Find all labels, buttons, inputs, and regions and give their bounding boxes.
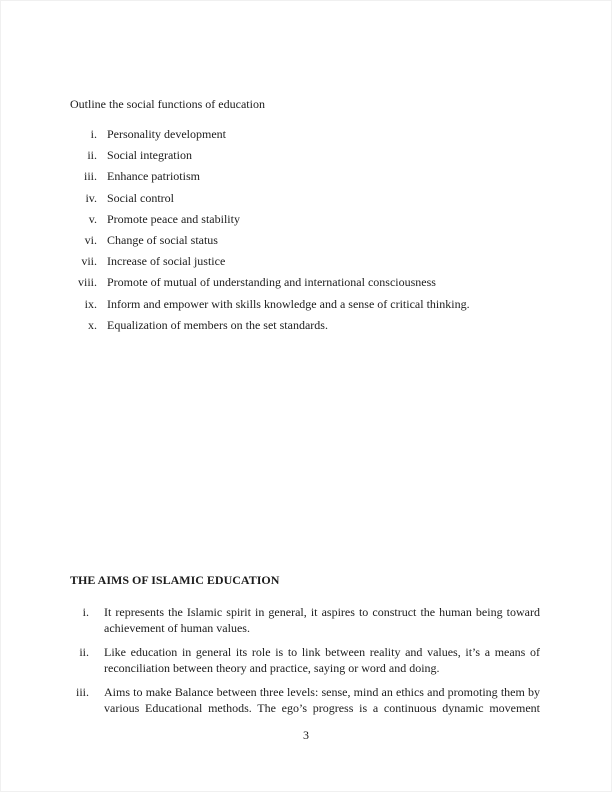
paragraph-line: Aims to make Balance between three levels: sense, mind an ethics and promoting them by xyxy=(104,685,540,699)
list-item-text: Personality development xyxy=(107,127,226,141)
social-functions-list xyxy=(70,127,540,333)
list-marker: v. xyxy=(88,211,97,226)
paragraph-line: reconciliation between theory and practice, saying or word and doing. xyxy=(104,660,440,675)
list-item-text: Promote peace and stability xyxy=(107,211,240,226)
list-marker: iii. xyxy=(75,685,89,699)
list-item xyxy=(70,645,540,676)
list-marker: ix. xyxy=(84,296,97,311)
list-item xyxy=(70,233,540,248)
list-item-paragraph xyxy=(104,685,540,716)
list-item xyxy=(70,127,540,142)
list-item-text: Promote of mutual of understanding and international consciousness xyxy=(107,275,436,290)
list-marker: i. xyxy=(90,127,97,141)
list-item xyxy=(70,212,540,227)
paragraph-line: achievement of human values. xyxy=(104,620,250,635)
list-marker: iv. xyxy=(85,190,97,205)
list-item-text: Inform and empower with skills knowledge and a sense of critical thinking. xyxy=(107,296,470,311)
list-item xyxy=(70,318,540,333)
list-item xyxy=(70,169,540,184)
list-marker: ii. xyxy=(79,645,89,659)
list-item xyxy=(70,191,540,206)
list-item-text: Social integration xyxy=(107,148,192,163)
list-marker: i. xyxy=(82,605,89,619)
list-marker: vii. xyxy=(81,254,97,269)
list-marker: vi. xyxy=(84,232,97,247)
section-heading: THE AIMS OF ISLAMIC EDUCATION xyxy=(70,573,280,587)
list-item xyxy=(70,148,540,163)
list-item xyxy=(70,605,540,636)
question-heading: Outline the social functions of education xyxy=(70,97,265,111)
list-item-paragraph xyxy=(104,645,540,676)
page-number: 3 xyxy=(303,728,309,742)
paragraph-line: Like education in general its role is to link between reality and values, it’s a means of xyxy=(104,645,540,659)
list-marker: iii. xyxy=(83,169,97,184)
list-item-text: Change of social status xyxy=(107,232,218,247)
list-item xyxy=(70,297,540,312)
list-marker: viii. xyxy=(77,275,97,290)
list-item xyxy=(70,685,540,716)
paragraph-line: It represents the Islamic spirit in general, it aspires to construct the human being toward xyxy=(104,605,540,619)
aims-list xyxy=(70,605,540,716)
list-item-paragraph xyxy=(104,605,540,636)
list-item-text: Enhance patriotism xyxy=(107,169,200,184)
list-item-text: Social control xyxy=(107,190,174,205)
paragraph-line: various Educational methods. The ego’s progress is a continuous dynamic movement xyxy=(104,700,540,715)
list-item xyxy=(70,254,540,269)
social-functions-section xyxy=(70,97,540,339)
list-marker: ii. xyxy=(87,148,97,163)
list-marker: x. xyxy=(88,317,97,332)
list-item-text: Increase of social justice xyxy=(107,254,226,269)
aims-section xyxy=(70,573,540,725)
list-item-text: Equalization of members on the set standards. xyxy=(107,317,328,332)
list-item xyxy=(70,275,540,290)
